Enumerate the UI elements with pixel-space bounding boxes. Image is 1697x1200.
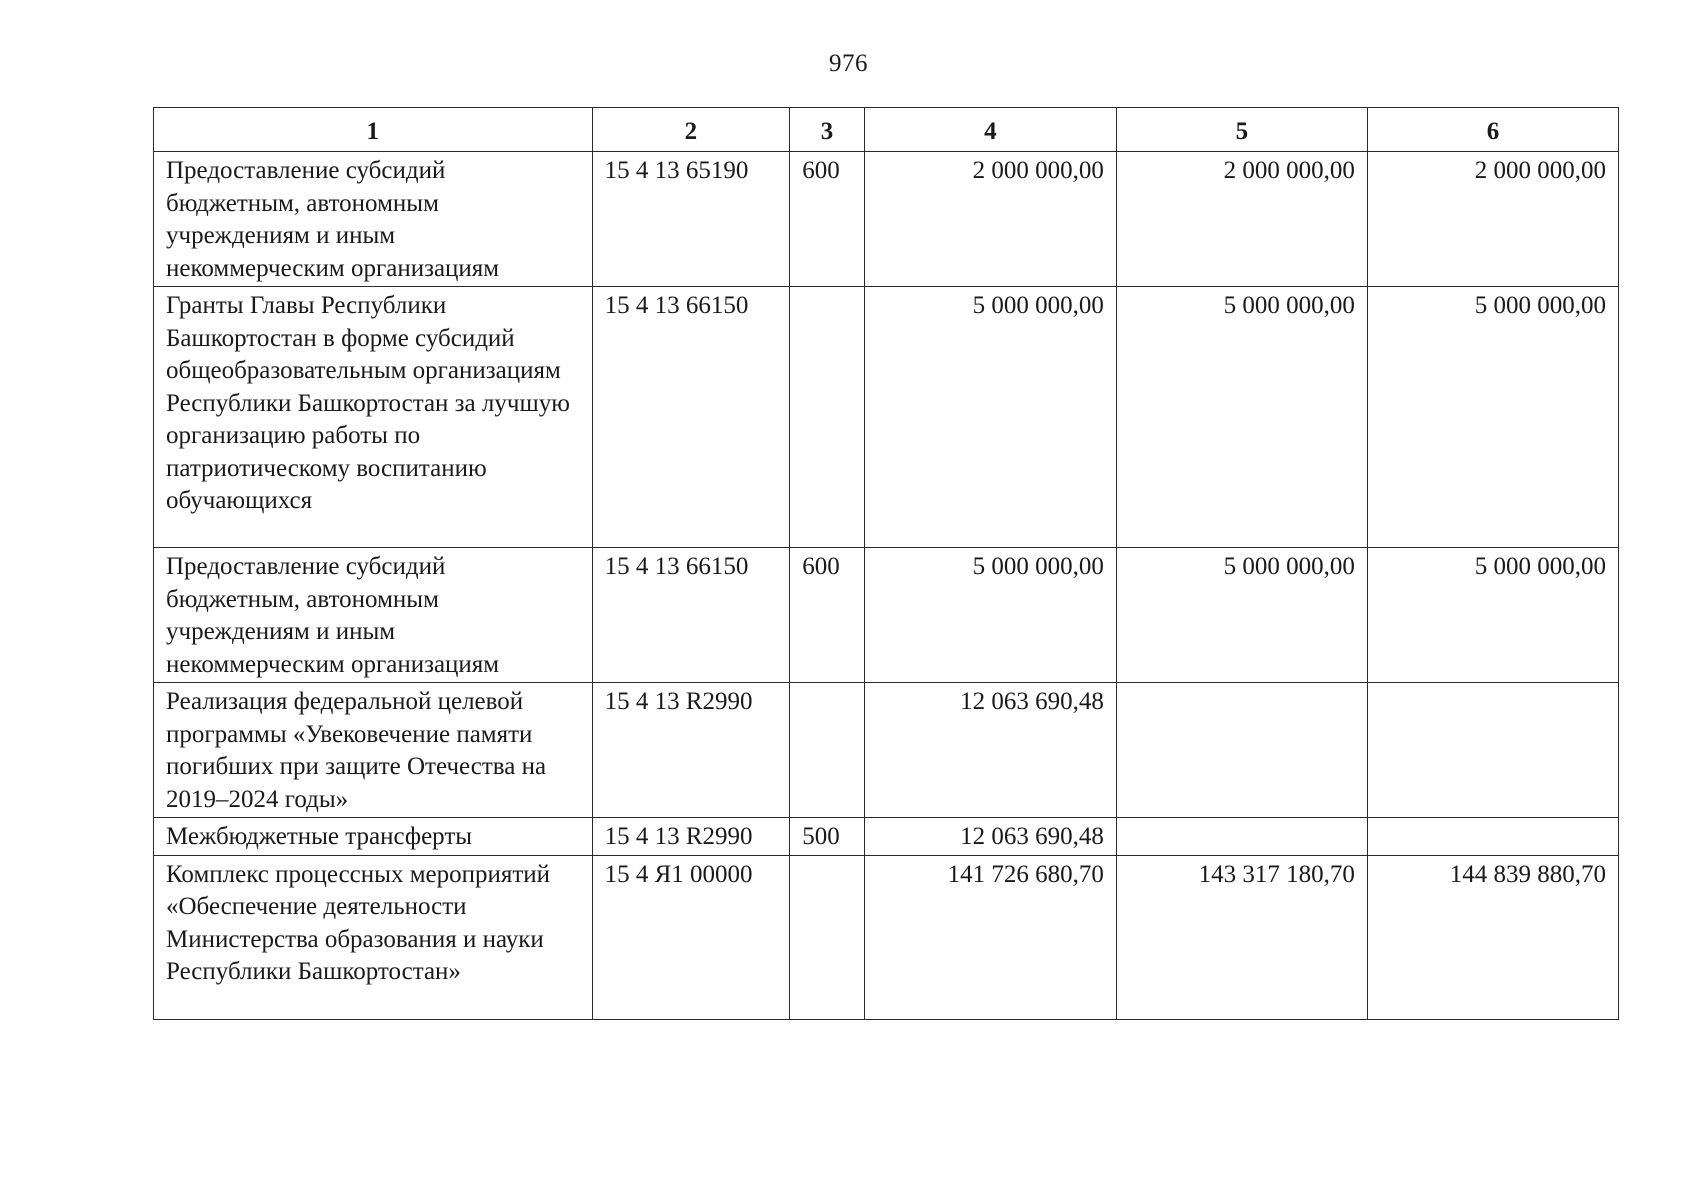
- row-amount-2-cell: 5 000 000,00: [1116, 287, 1367, 548]
- table-row: [154, 152, 1619, 287]
- row-amount-3-cell: 5 000 000,00: [1367, 287, 1618, 548]
- row-name-cell: Гранты Главы Республики Башкортостан в форме субсидий общеобразовательным организациям Республики Башкортостан за лучшую организацию работы по патриотическому воспитанию обучающихся: [154, 287, 593, 548]
- row-amount-2-cell: 5 000 000,00: [1116, 548, 1367, 683]
- row-name-cell: Предоставление субсидий бюджетным, автономным учреждениям и иным некоммерческим организациям: [154, 152, 593, 287]
- row-code-cell: 15 4 Я1 00000: [592, 855, 790, 1019]
- row-type-cell: 600: [790, 548, 865, 683]
- row-amount-1-cell: 141 726 680,70: [864, 855, 1116, 1019]
- row-amount-3-cell: 144 839 880,70: [1367, 855, 1618, 1019]
- row-amount-2-cell: 2 000 000,00: [1116, 152, 1367, 287]
- column-header-5: 5: [1116, 108, 1367, 152]
- row-type-cell: 500: [790, 818, 865, 856]
- row-type-cell: [790, 855, 865, 1019]
- row-amount-2-cell: [1116, 818, 1367, 856]
- row-type-cell: [790, 683, 865, 818]
- column-header-3: 3: [790, 108, 865, 152]
- row-code-cell: 15 4 13 R2990: [592, 683, 790, 818]
- table-row: [154, 818, 1619, 856]
- row-amount-3-cell: 2 000 000,00: [1367, 152, 1618, 287]
- row-amount-3-cell: 5 000 000,00: [1367, 548, 1618, 683]
- row-amount-3-cell: [1367, 683, 1618, 818]
- row-amount-1-cell: 12 063 690,48: [864, 818, 1116, 856]
- row-amount-2-cell: 143 317 180,70: [1116, 855, 1367, 1019]
- row-name-cell: Предоставление субсидий бюджетным, автономным учреждениям и иным некоммерческим организациям: [154, 548, 593, 683]
- column-header-4: 4: [864, 108, 1116, 152]
- row-amount-3-cell: [1367, 818, 1618, 856]
- row-amount-2-cell: [1116, 683, 1367, 818]
- table-row: [154, 855, 1619, 1019]
- table-row: [154, 548, 1619, 683]
- row-name-cell: Межбюджетные трансферты: [154, 818, 593, 856]
- column-header-2: 2: [592, 108, 790, 152]
- row-type-cell: 600: [790, 152, 865, 287]
- row-amount-1-cell: 2 000 000,00: [864, 152, 1116, 287]
- row-code-cell: 15 4 13 66150: [592, 548, 790, 683]
- row-amount-1-cell: 5 000 000,00: [864, 287, 1116, 548]
- row-amount-1-cell: 12 063 690,48: [864, 683, 1116, 818]
- row-name-cell: Комплекс процессных мероприятий «Обеспечение деятельности Министерства образования и науки Республики Башкортостан»: [154, 855, 593, 1019]
- table-row: [154, 683, 1619, 818]
- column-header-6: 6: [1367, 108, 1618, 152]
- budget-table: [153, 107, 1619, 1020]
- row-code-cell: 15 4 13 65190: [592, 152, 790, 287]
- row-type-cell: [790, 287, 865, 548]
- table-row: [154, 287, 1619, 548]
- row-code-cell: 15 4 13 R2990: [592, 818, 790, 856]
- row-name-cell: Реализация федеральной целевой программы «Увековечение памяти погибших при защите Отечества на 2019–2024 годы»: [154, 683, 593, 818]
- row-code-cell: 15 4 13 66150: [592, 287, 790, 548]
- row-amount-1-cell: 5 000 000,00: [864, 548, 1116, 683]
- column-header-1: 1: [154, 108, 593, 152]
- page-number: 976: [829, 50, 868, 77]
- table-header-row: [154, 108, 1619, 152]
